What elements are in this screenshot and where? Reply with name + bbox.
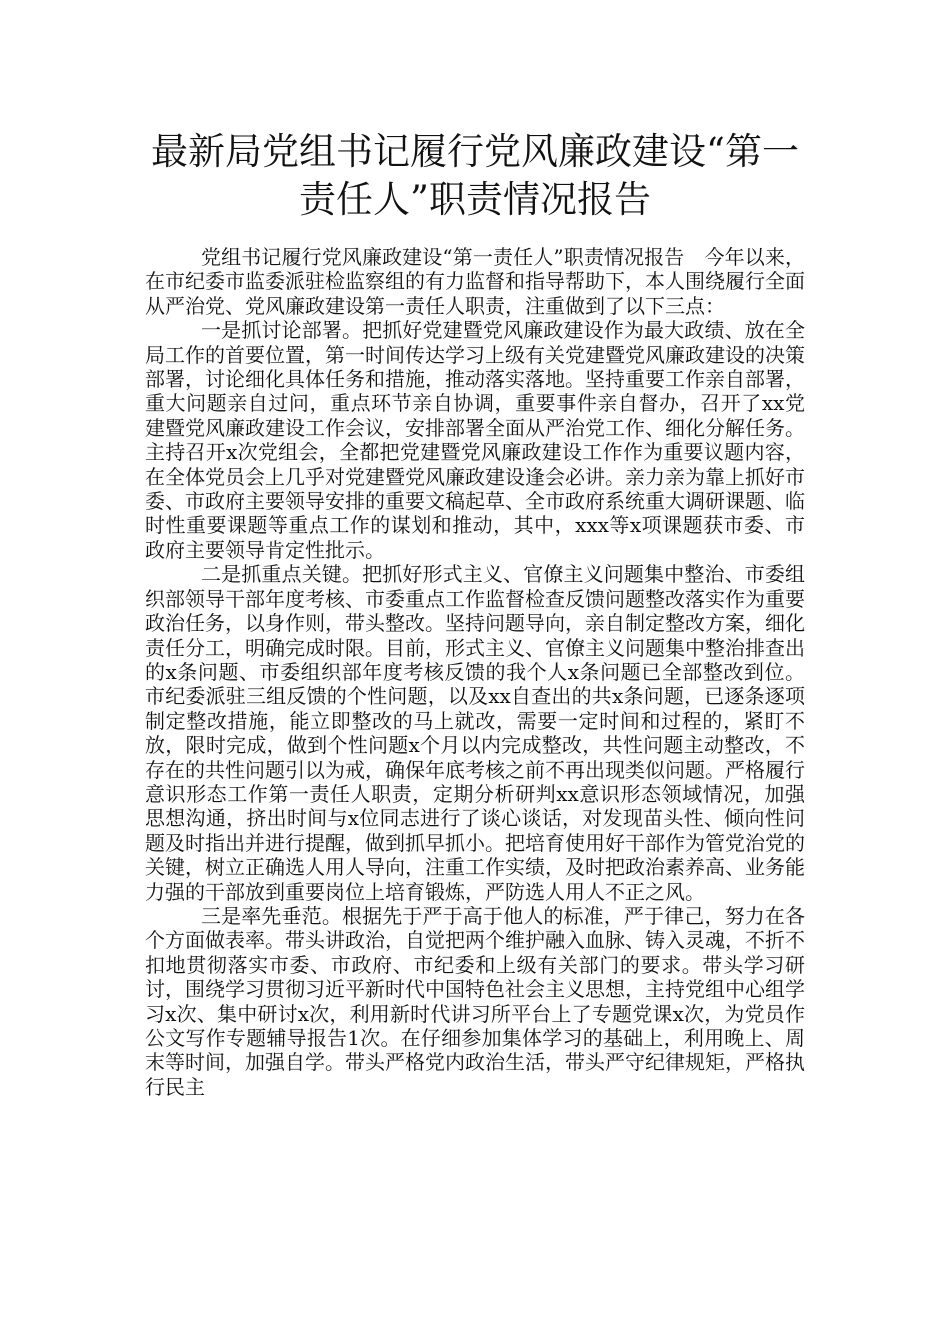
document-body (145, 245, 805, 1099)
paragraph-intro: 党组书记履行党风廉政建设“第一责任人”职责情况报告 今年以来，在市纪委市监委派驻检监察组的有力监督和指导帮助下，本人围绕履行全面从严治党、党风廉政建设第一责任人职责，注重做到了以下三点： (145, 245, 805, 318)
paragraph-point-one: 一是抓讨论部署。把抓好党建暨党风廉政建设作为最大政绩、放在全局工作的首要位置，第一时间传达学习上级有关党建暨党风廉政建设的决策部署，讨论细化具体任务和措施，推动落实落地。坚持重要工作亲自部署，重大问题亲自过问，重点环节亲自协调，重要事件亲自督办，召开了xx党建暨党风廉政建设工作会议，安排部署全面从严治党工作、细化分解任务。主持召开x次党组会，全都把党建暨党风廉政建设工作作为重要议题内容，在全体党员会上几乎对党建暨党风廉政建设逢会必讲。亲力亲为靠上抓好市委、市政府主要领导安排的重要文稿起草、全市政府系统重大调研课题、临时性重要课题等重点工作的谋划和推动，其中，xxx等x项课题获市委、市政府主要领导肯定性批示。 (145, 318, 805, 562)
paragraph-point-two: 二是抓重点关键。把抓好形式主义、官僚主义问题集中整治、市委组织部领导干部年度考核、市委重点工作监督检查反馈问题整改落实作为重要政治任务，以身作则，带头整改。坚持问题导向，亲自制定整改方案，细化责任分工，明确完成时限。目前，形式主义、官僚主义问题集中整治排查出的x条问题、市委组织部年度考核反馈的我个人x条问题已全部整改到位。市纪委派驻三组反馈的个性问题，以及xx自查出的共x条问题，已逐条逐项制定整改措施，能立即整改的马上就改，需要一定时间和过程的，紧盯不放，限时完成，做到个性问题x个月以内完成整改，共性问题主动整改，不存在的共性问题引以为戒，确保年底考核之前不再出现类似问题。严格履行意识形态工作第一责任人职责，定期分析研判xx意识形态领域情况，加强思想沟通，挤出时间与x位同志进行了谈心谈话，对发现苗头性、倾向性问题及时指出并进行提醒，做到抓早抓小。把培育使用好干部作为管党治党的关键，树立正确选人用人导向，注重工作实绩，及时把政治素养高、业务能力强的干部放到重要岗位上培育锻炼，严防选人用人不正之风。 (145, 562, 805, 904)
paragraph-point-three: 三是率先垂范。根据先于严于高于他人的标准，严于律己，努力在各个方面做表率。带头讲政治，自觉把两个维护融入血脉、铸入灵魂，不折不扣地贯彻落实市委、市政府、市纪委和上级有关部门的要求。带头学习研讨，围绕学习贯彻习近平新时代中国特色社会主义思想，主持党组中心组学习x次、集中研讨x次，利用新时代讲习所平台上了专题党课x次，为党员作公文写作专题辅导报告1次。在仔细参加集体学习的基础上，利用晚上、周末等时间，加强自学。带头严格党内政治生活，带头严守纪律规矩，严格执行民主 (145, 903, 805, 1099)
document-title: 最新局党组书记履行党风廉政建设“第一责任人”职责情况报告 (151, 130, 799, 221)
